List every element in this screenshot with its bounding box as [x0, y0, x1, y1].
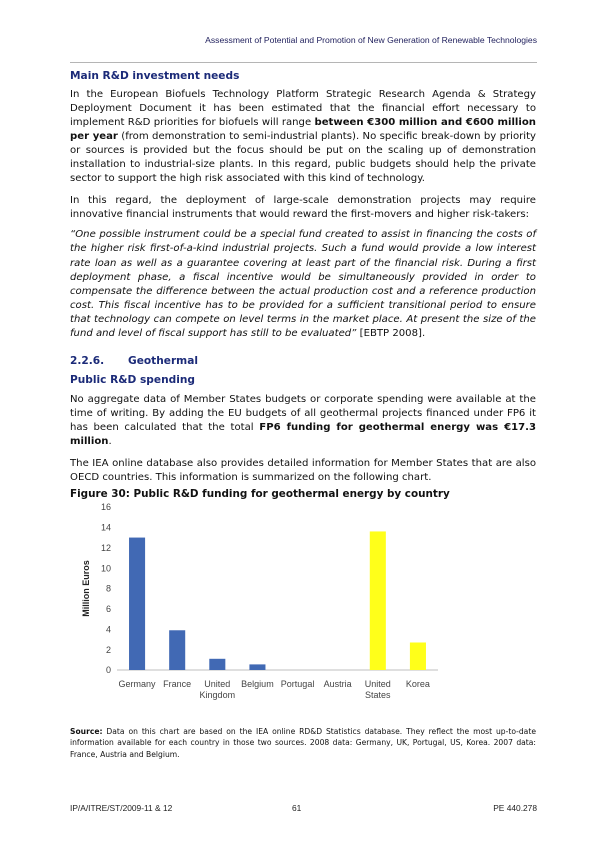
footer-reference: PE 440.278 — [493, 803, 537, 813]
source-text: Data on this chart are based on the IEA online RD&D Statistics database. They reflect the most up-to-date information available for each country in those two sources. 2008 data: Germany, UK, Portugal, US, Korea. 2007 data: France, Austria and Belgium. — [70, 727, 536, 759]
bar-belgium — [249, 664, 265, 670]
paragraph-text: (from demonstration to semi-industrial plants). No specific break-down by priority or sources is provided but the focus should be put on the scaling up of demonstration installation to industrial-size plants. In this regard, public budgets should help the private sector to support the high risk associated with this kind of technology. — [70, 131, 537, 185]
running-header: Assessment of Potential and Promotion of New Generation of Renewable Technologies — [205, 35, 537, 45]
figure-source — [70, 726, 536, 760]
footer-page-number: 61 — [292, 803, 302, 813]
y-tick-label: 4 — [105, 624, 111, 635]
x-tick-label: Korea — [405, 679, 430, 690]
subsection-heading: Public R&D spending — [70, 373, 195, 386]
x-tick-label: Kingdom — [199, 690, 236, 701]
bar-united-states — [370, 532, 386, 671]
paragraph-emphasis: between €300 million and €600 million per year — [70, 117, 536, 143]
y-tick-label: 0 — [105, 665, 111, 676]
paragraph: In this regard, the deployment of large-scale demonstration projects may require innovative financial instruments that would reward the first-movers and higher risk-takers: — [70, 195, 536, 221]
y-tick-label: 12 — [100, 543, 111, 554]
footer-doc-id: IP/A/ITRE/ST/2009-11 & 12 — [70, 803, 173, 813]
bar-korea — [410, 643, 426, 671]
source-label: Source: — [70, 727, 103, 737]
paragraph-text: No aggregate data of Member States budgets or corporate spending were available at the time of writing. By adding the EU budgets of all geothermal projects financed under FP6 it has been calculated that the total — [70, 393, 536, 433]
quote-reference: [EBTP 2008]. — [356, 327, 426, 339]
paragraph: The IEA online database also provides detailed information for Member States that are also OECD countries. This information is summarized on the following chart. — [70, 457, 536, 484]
section-heading: Main R&D investment needs — [70, 70, 240, 82]
bar-france — [169, 630, 185, 670]
paragraph-emphasis: FP6 funding for geothermal energy was €17.3 million — [70, 421, 536, 447]
y-tick-label: 14 — [100, 522, 111, 533]
x-tick-label: States — [365, 690, 391, 701]
x-tick-label: Germany — [118, 679, 156, 690]
header-divider — [70, 62, 537, 63]
page-content — [70, 70, 536, 760]
paragraph-text: In the European Biofuels Technology Platform Strategic Research Agenda & Strategy Deployment Document it has been estimated that the financial effort necessary to implement R&D priorities for biofuels will range — [70, 89, 536, 129]
bar-united-kingdom — [209, 659, 225, 670]
bar-chart — [70, 500, 536, 722]
paragraph — [70, 88, 536, 186]
y-tick-label: 8 — [105, 583, 111, 594]
y-tick-label: 10 — [100, 563, 111, 574]
quote-text: “One possible instrument could be a special fund created to assist in financing the costs of the higher risk first-of-a-kind industrial projects. Such a fund would provide a low interest rate loan as well as a guarantee covering at least part of the financial risk. During a first deployment phase, a fiscal incentive would be simultaneously provided in order to compensate the difference between the actual production cost and a reference production cost. This fiscal incentive has to be provided for a sufficient transitional period to ensure that technology can compete on level terms in the market place. At present the size of the fund and level of fiscal support has still to be evaluated” — [70, 229, 536, 339]
x-tick-label: United — [364, 679, 391, 690]
section-number: 2.2.6. — [70, 354, 105, 367]
bar-germany — [129, 538, 145, 670]
section-title: Geothermal — [128, 354, 198, 367]
x-tick-label: United — [204, 679, 231, 690]
y-tick-label: 2 — [105, 644, 111, 655]
y-axis-label: Million Euros — [81, 560, 91, 617]
x-tick-label: France — [163, 679, 192, 690]
y-tick-label: 6 — [105, 604, 111, 615]
paragraph — [70, 393, 536, 449]
x-tick-label: Austria — [323, 679, 352, 690]
quote-paragraph — [70, 228, 536, 340]
section-number-title — [70, 355, 536, 367]
figure-title: Figure 30: Public R&D funding for geothermal energy by country — [70, 488, 450, 501]
x-tick-label: Portugal — [280, 679, 315, 690]
paragraph-text: . — [108, 435, 112, 447]
y-tick-label: 16 — [100, 502, 111, 513]
x-tick-label: Belgium — [241, 679, 274, 690]
